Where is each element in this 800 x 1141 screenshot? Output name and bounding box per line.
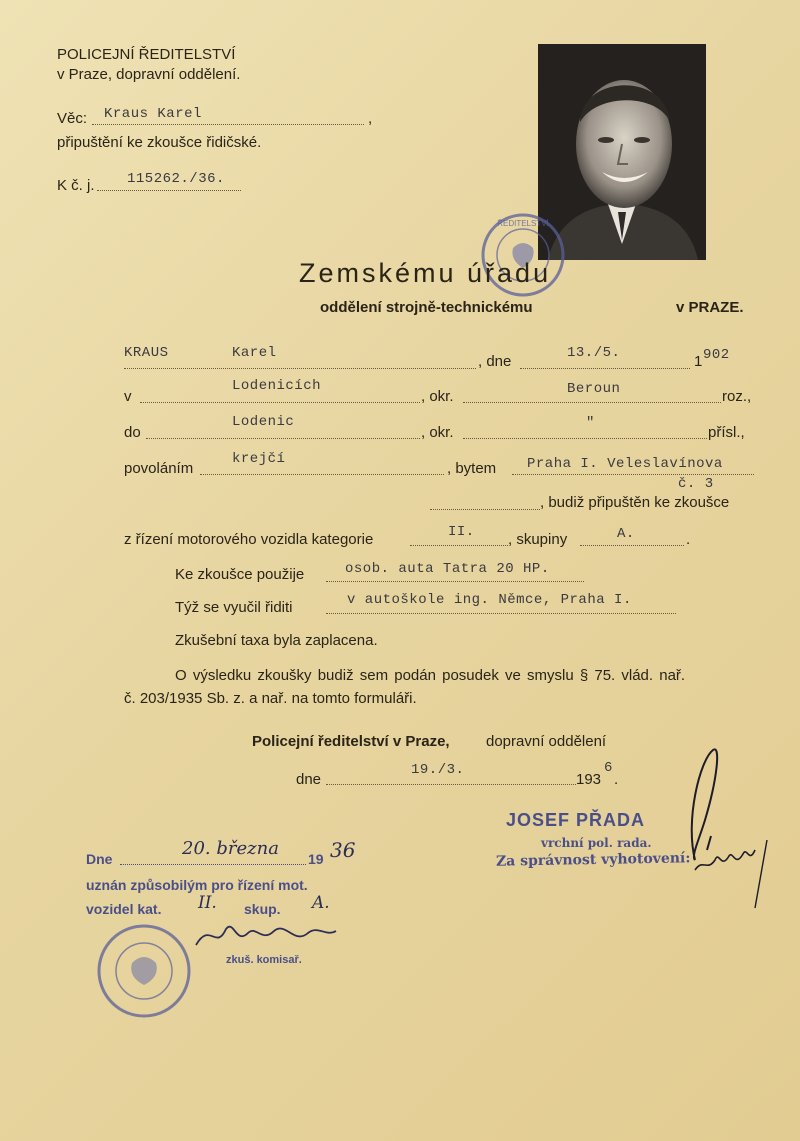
signoff-period: . <box>614 771 619 788</box>
category: II. <box>448 524 475 540</box>
allow-text: , budiž připuštěn ke zkoušce <box>540 494 730 511</box>
ref-value: 115262./36. <box>127 171 225 187</box>
fee-text: Zkušební taxa byla zaplacena. <box>175 632 378 649</box>
dotted-line <box>512 474 754 475</box>
stamp-name: JOSEF PŘADA <box>506 810 646 830</box>
ref-label: K č. j. <box>57 177 95 194</box>
group: A. <box>617 526 635 542</box>
year-prefix: 1 <box>694 353 703 370</box>
dne-label: , dne <box>478 353 512 370</box>
roz-label: roz., <box>722 388 752 405</box>
dotted-line <box>410 545 508 546</box>
vec-label: Věc: <box>57 110 88 127</box>
v-label: v <box>124 388 132 405</box>
birth-date: 13./5. <box>567 345 621 361</box>
dotted-line <box>326 613 676 614</box>
occupation-label: povoláním <box>124 460 194 477</box>
addressee-dept: oddělení strojně-technickému <box>320 299 533 316</box>
svg-text:ŘEDITELSTVÍ: ŘEDITELSTVÍ <box>497 219 549 228</box>
exam-line2: uznán způsobilým pro řízení mot. <box>86 877 308 893</box>
exam-year-prefix: 19 <box>308 851 324 867</box>
result-line2: č. 203/1935 Sb. z. a nař. na tomto formuláři. <box>124 690 417 707</box>
dotted-line <box>520 368 690 369</box>
birth-year: 902 <box>703 347 730 363</box>
dotted-line <box>430 509 540 510</box>
header-line1: POLICEJNÍ ŘEDITELSTVÍ <box>57 46 236 63</box>
applicant-surname: KRAUS <box>124 345 169 361</box>
dotted-line <box>463 438 707 439</box>
dotted-line <box>200 474 444 475</box>
addressee-city: v PRAZE. <box>676 299 744 316</box>
do-label: do <box>124 424 141 441</box>
exam-year: 36 <box>330 838 356 862</box>
dotted-line <box>326 784 576 785</box>
school-label: Týž se vyučil řiditi <box>175 599 293 616</box>
dotted-line <box>97 190 241 191</box>
vec-name: Kraus Karel <box>104 106 202 122</box>
exam-line3b: skup. <box>244 901 281 917</box>
addressee-title: Zemskému úřadu <box>299 258 552 288</box>
exam-category: II. <box>198 893 217 913</box>
okr-label: , okr. <box>421 388 454 405</box>
dotted-line <box>92 124 364 125</box>
dotted-line <box>463 402 721 403</box>
signoff-office: Policejní ředitelství v Praze, <box>252 733 450 750</box>
dotted-line <box>124 368 476 369</box>
stamp-correctness: Za správnost vyhotovení: <box>495 850 691 870</box>
exam-group: A. <box>312 893 330 913</box>
okr-label: , okr. <box>421 424 454 441</box>
house-number: č. 3 <box>678 476 714 492</box>
bytem-label: , bytem <box>447 460 497 477</box>
comma: , <box>368 110 373 127</box>
birthplace: Lodenicích <box>232 378 322 394</box>
header-line2: v Praze, dopravní oddělení. <box>57 66 241 83</box>
category-label: z řízení motorového vozidla kategorie <box>124 531 374 548</box>
exam-date: 20. března <box>182 838 279 859</box>
dotted-line <box>120 864 306 865</box>
signoff-dept: dopravní oddělení <box>486 733 607 750</box>
stamp-rank: vrchní pol. rada. <box>541 836 652 850</box>
school: v autoškole ing. Němce, Praha I. <box>347 592 632 608</box>
district: Beroun <box>567 381 621 397</box>
signoff-date: 19./3. <box>411 762 465 778</box>
district-ditto: " <box>586 415 595 431</box>
examiner-seal-icon <box>94 921 194 1021</box>
result-line1: O výsledku zkoušky budiž sem podán posudek ve smyslu § 75. vlád. nař. <box>175 667 686 684</box>
dotted-line <box>140 402 420 403</box>
vec-subject: připuštění ke zkoušce řidičské. <box>57 134 262 151</box>
signature-icon <box>655 740 780 910</box>
exam-dne-label: Dne <box>86 851 113 867</box>
signoff-dne-label: dne <box>296 771 322 788</box>
applicant-firstname: Karel <box>232 345 277 361</box>
exam-signer: zkuš. komisař. <box>226 954 302 966</box>
dotted-line <box>146 438 420 439</box>
dotted-line <box>580 545 684 546</box>
prisl-label: přísl., <box>708 424 745 441</box>
examiner-signature-icon <box>190 915 340 955</box>
group-label: , skupiny <box>508 531 568 548</box>
exam-line3a: vozidel kat. <box>86 901 162 917</box>
occupation: krejčí <box>232 451 286 467</box>
vehicle-label: Ke zkoušce použije <box>175 566 305 583</box>
address: Praha I. Veleslavínova <box>527 456 723 472</box>
period: . <box>686 531 691 548</box>
signoff-year-digit: 6 <box>604 760 613 776</box>
signoff-year-prefix: 193 <box>576 771 602 788</box>
vehicle: osob. auta Tatra 20 HP. <box>345 561 550 577</box>
domicile: Lodenic <box>232 414 295 430</box>
dotted-line <box>326 581 584 582</box>
